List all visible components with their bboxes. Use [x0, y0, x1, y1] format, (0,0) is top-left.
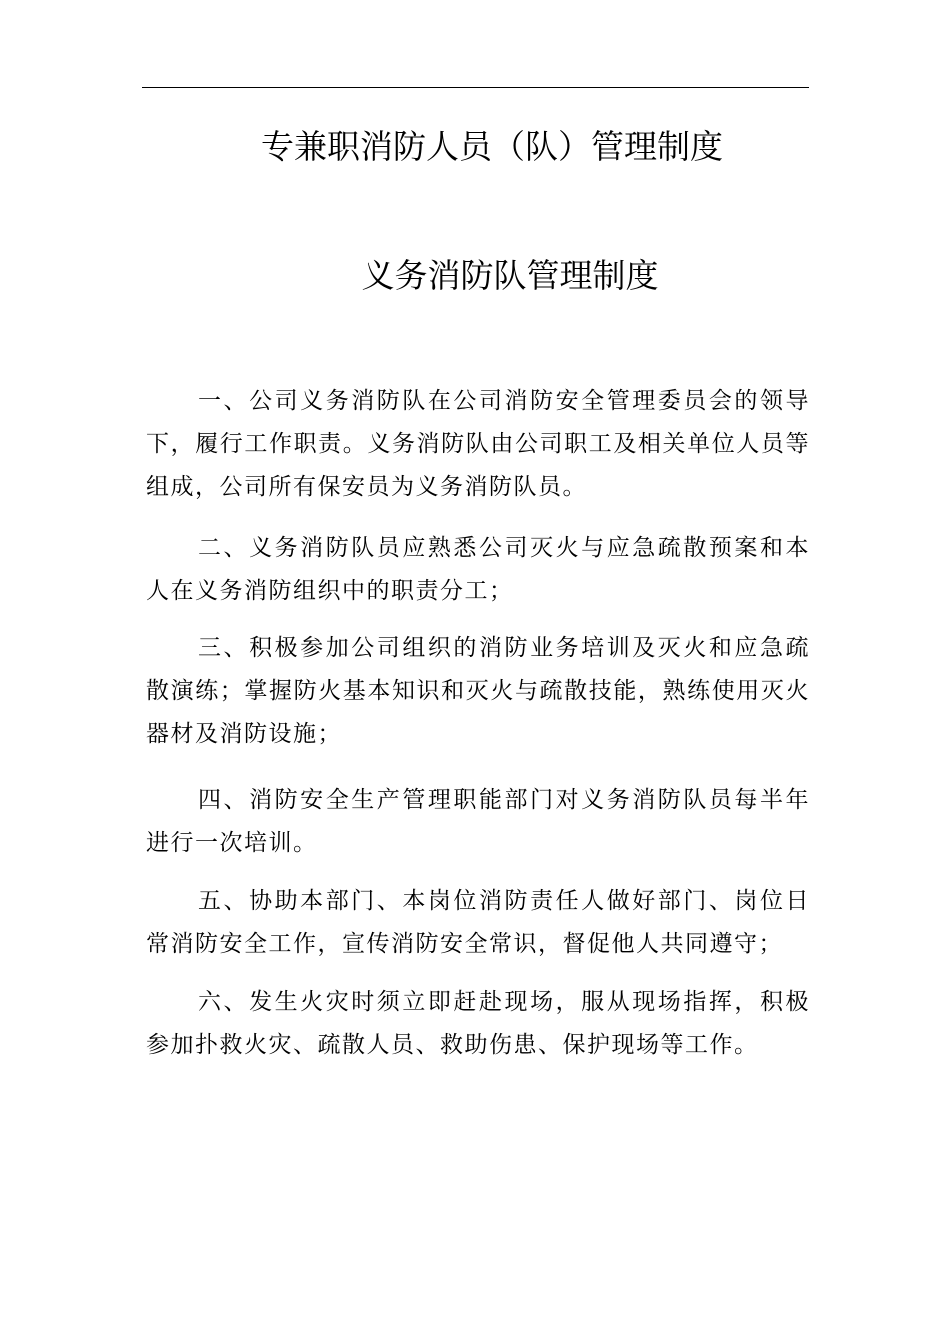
paragraph-1: 一、公司义务消防队在公司消防安全管理委员会的领导下，履行工作职责。义务消防队由公司职工及相关单位人员等组成，公司所有保安员为义务消防队员。 — [146, 388, 810, 500]
paragraph-5: 五、协助本部门、本岗位消防责任人做好部门、岗位日常消防安全工作，宣传消防安全常识，督促他人共同遵守； — [146, 888, 810, 957]
paragraph-4: 四、消防安全生产管理职能部门对义务消防队员每半年进行一次培训。 — [146, 787, 810, 856]
paragraph-3: 三、积极参加公司组织的消防业务培训及灭火和应急疏散演练；掌握防火基本知识和灭火与疏散技能，熟练使用灭火器材及消防设施； — [146, 635, 810, 747]
header-rule — [142, 87, 809, 88]
paragraph-6: 六、发生火灾时须立即赶赴现场，服从现场指挥，积极参加扑救火灾、疏散人员、救助伤患、保护现场等工作。 — [146, 989, 810, 1058]
document-subtitle: 义务消防队管理制度 — [361, 256, 659, 295]
paragraph-2: 二、义务消防队员应熟悉公司灭火与应急疏散预案和本人在义务消防组织中的职责分工； — [146, 535, 810, 604]
document-title: 专兼职消防人员（队）管理制度 — [261, 127, 723, 166]
